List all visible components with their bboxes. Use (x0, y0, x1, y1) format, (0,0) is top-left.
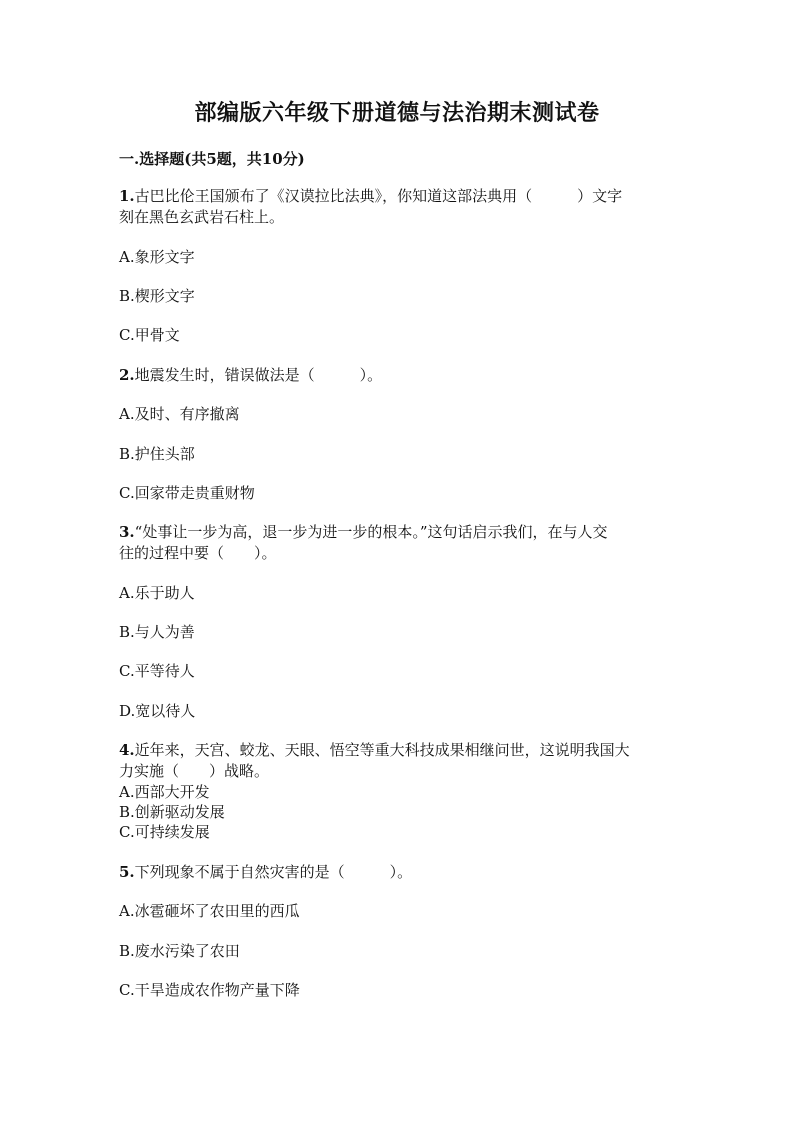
section-heading: 一.选择题(共5题，共10分) (119, 150, 305, 168)
question-5-line-1 (119, 862, 412, 882)
question-1-line-1 (119, 186, 622, 206)
question-3-line-1 (119, 522, 608, 542)
question-2-number: 2. (119, 366, 135, 384)
question-1-stem-line-2: 刻在黑色玄武岩石柱上。 (119, 208, 285, 226)
question-3-option-d: D.宽以待人 (119, 702, 196, 720)
question-2-option-c: C.回家带走贵重财物 (119, 484, 255, 502)
question-4-option-a: A.西部大开发 (119, 783, 210, 801)
question-1-option-c: C.甲骨文 (119, 326, 180, 344)
question-1-number: 1. (119, 187, 135, 205)
question-3-stem-line-1: “处事让一步为高，退一步为进一步的根本。”这句话启示我们，在与人交 (134, 523, 608, 541)
question-5-option-a: A.冰雹砸坏了农田里的西瓜 (119, 902, 300, 920)
question-4-line-1 (119, 740, 630, 760)
question-5-option-c: C.干旱造成农作物产量下降 (119, 981, 300, 999)
question-4-stem-line-2: 力实施（ ）战略。 (119, 762, 270, 780)
question-5-number: 5. (119, 863, 135, 881)
question-4-option-c: C.可持续发展 (119, 823, 210, 841)
question-2-stem: 地震发生时，错误做法是（ ）。 (134, 366, 383, 384)
question-2-option-b: B.护住头部 (119, 445, 195, 463)
question-1-option-b: B.楔形文字 (119, 287, 195, 305)
page-title: 部编版六年级下册道德与法治期末测试卷 (194, 100, 600, 126)
question-1-option-a: A.象形文字 (119, 248, 195, 266)
question-4-stem-line-1: 近年来，天宫、蛟龙、天眼、悟空等重大科技成果相继问世，这说明我国大 (134, 741, 630, 759)
question-1-stem-line-1: 古巴比伦王国颁布了《汉谟拉比法典》，你知道这部法典用（ ）文字 (134, 187, 623, 205)
question-2-line-1 (119, 365, 382, 385)
question-4-option-b: B.创新驱动发展 (119, 803, 225, 821)
question-3-option-b: B.与人为善 (119, 623, 195, 641)
question-4-number: 4. (119, 741, 135, 759)
question-2-option-a: A.及时、有序撤离 (119, 405, 240, 423)
question-5-option-b: B.废水污染了农田 (119, 942, 240, 960)
question-3-option-c: C.平等待人 (119, 662, 195, 680)
question-5-stem: 下列现象不属于自然灾害的是（ ）。 (134, 863, 413, 881)
question-3-number: 3. (119, 523, 135, 541)
question-3-option-a: A.乐于助人 (119, 584, 195, 602)
question-3-stem-line-2: 往的过程中要（ ）。 (119, 544, 277, 562)
